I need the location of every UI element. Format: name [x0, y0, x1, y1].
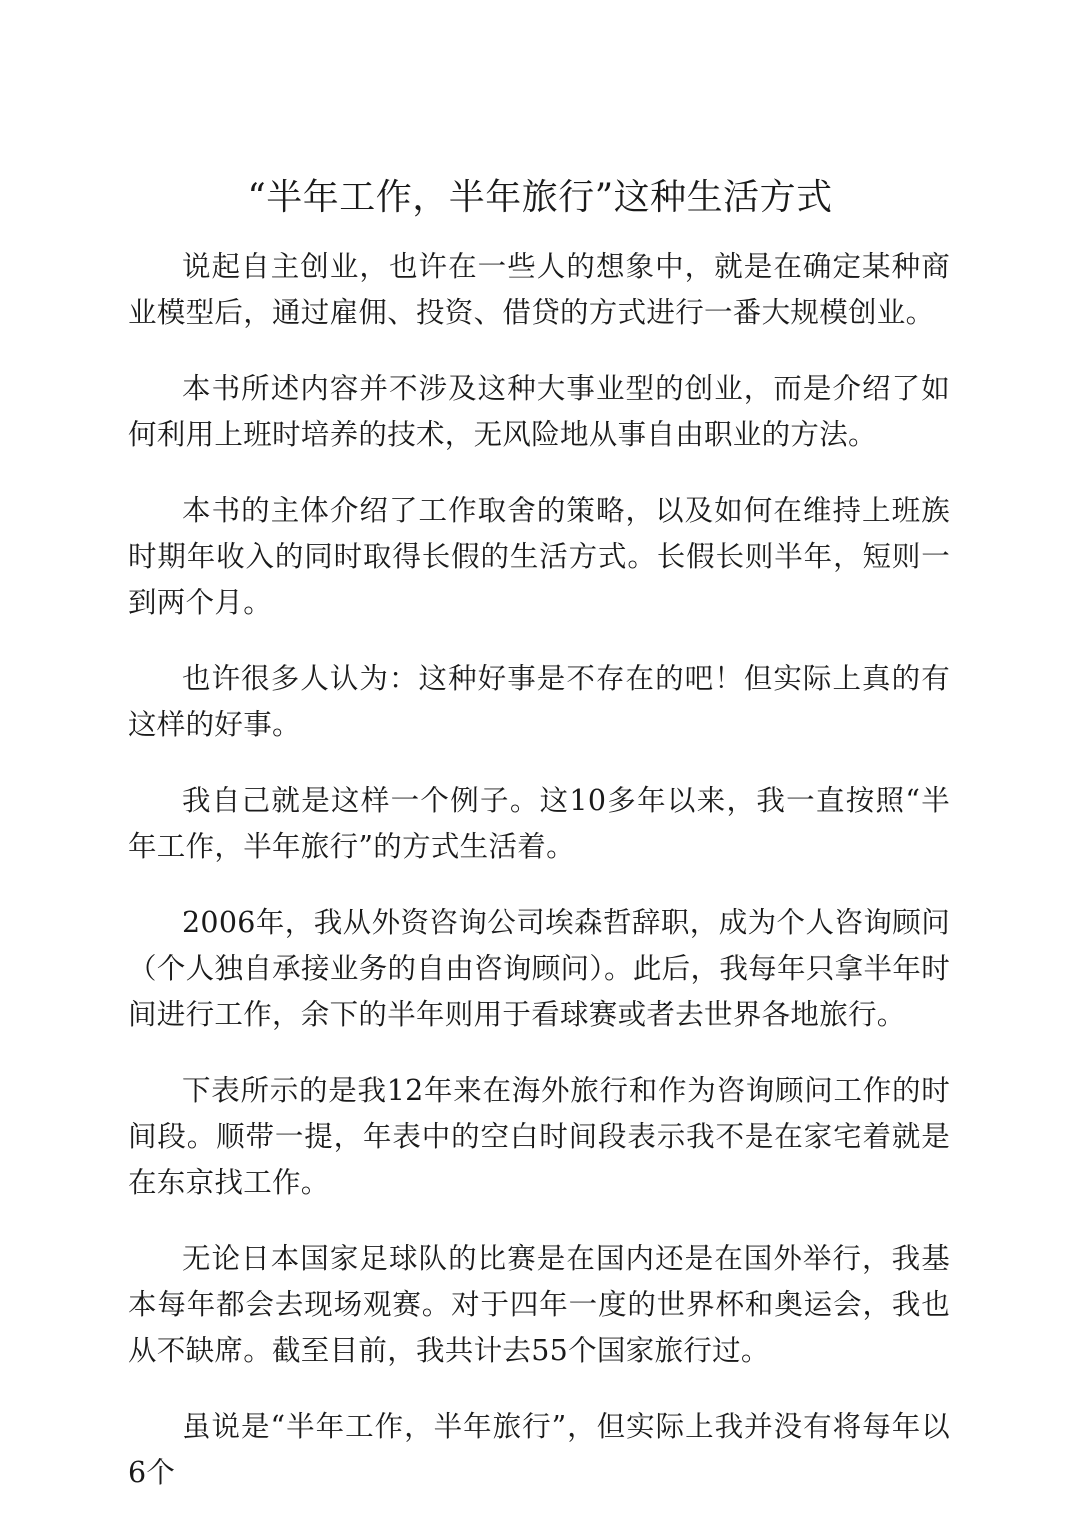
- document-title: “半年工作，半年旅行”这种生活方式: [247, 177, 833, 218]
- paragraph-8: 无论日本国家足球队的比赛是在国内还是在国外举行，我基本每年都会去现场观赛。对于四年一度的世界杯和奥运会，我也从不缺席。截至目前，我共计去55个国家旅行过。: [128, 1242, 950, 1367]
- paragraph-6: 2006年，我从外资咨询公司埃森哲辞职，成为个人咨询顾问（个人独自承接业务的自由咨询顾问）。此后，我每年只拿半年时间进行工作，余下的半年则用于看球赛或者去世界各地旅行。: [128, 906, 950, 1031]
- paragraph-1: 说起自主创业，也许在一些人的想象中，就是在确定某种商业模型后，通过雇佣、投资、借贷的方式进行一番大规模创业。: [128, 250, 950, 329]
- paragraph-4: 也许很多人认为：这种好事是不存在的吧！但实际上真的有这样的好事。: [128, 662, 950, 741]
- paragraph-3: 本书的主体介绍了工作取舍的策略，以及如何在维持上班族时期年收入的同时取得长假的生活方式。长假长则半年，短则一到两个月。: [128, 494, 950, 619]
- paragraph-2: 本书所述内容并不涉及这种大事业型的创业，而是介绍了如何利用上班时培养的技术，无风险地从事自由职业的方法。: [128, 372, 950, 451]
- paragraph-9: 虽说是“半年工作，半年旅行”，但实际上我并没有将每年以6个: [128, 1410, 950, 1489]
- document-body: [128, 244, 950, 1526]
- paragraph-7: 下表所示的是我12年来在海外旅行和作为咨询顾问工作的时间段。顺带一提，年表中的空白时间段表示我不是在家宅着就是在东京找工作。: [128, 1074, 950, 1199]
- paragraph-5: 我自己就是这样一个例子。这10多年以来，我一直按照“半年工作，半年旅行”的方式生活着。: [128, 784, 950, 863]
